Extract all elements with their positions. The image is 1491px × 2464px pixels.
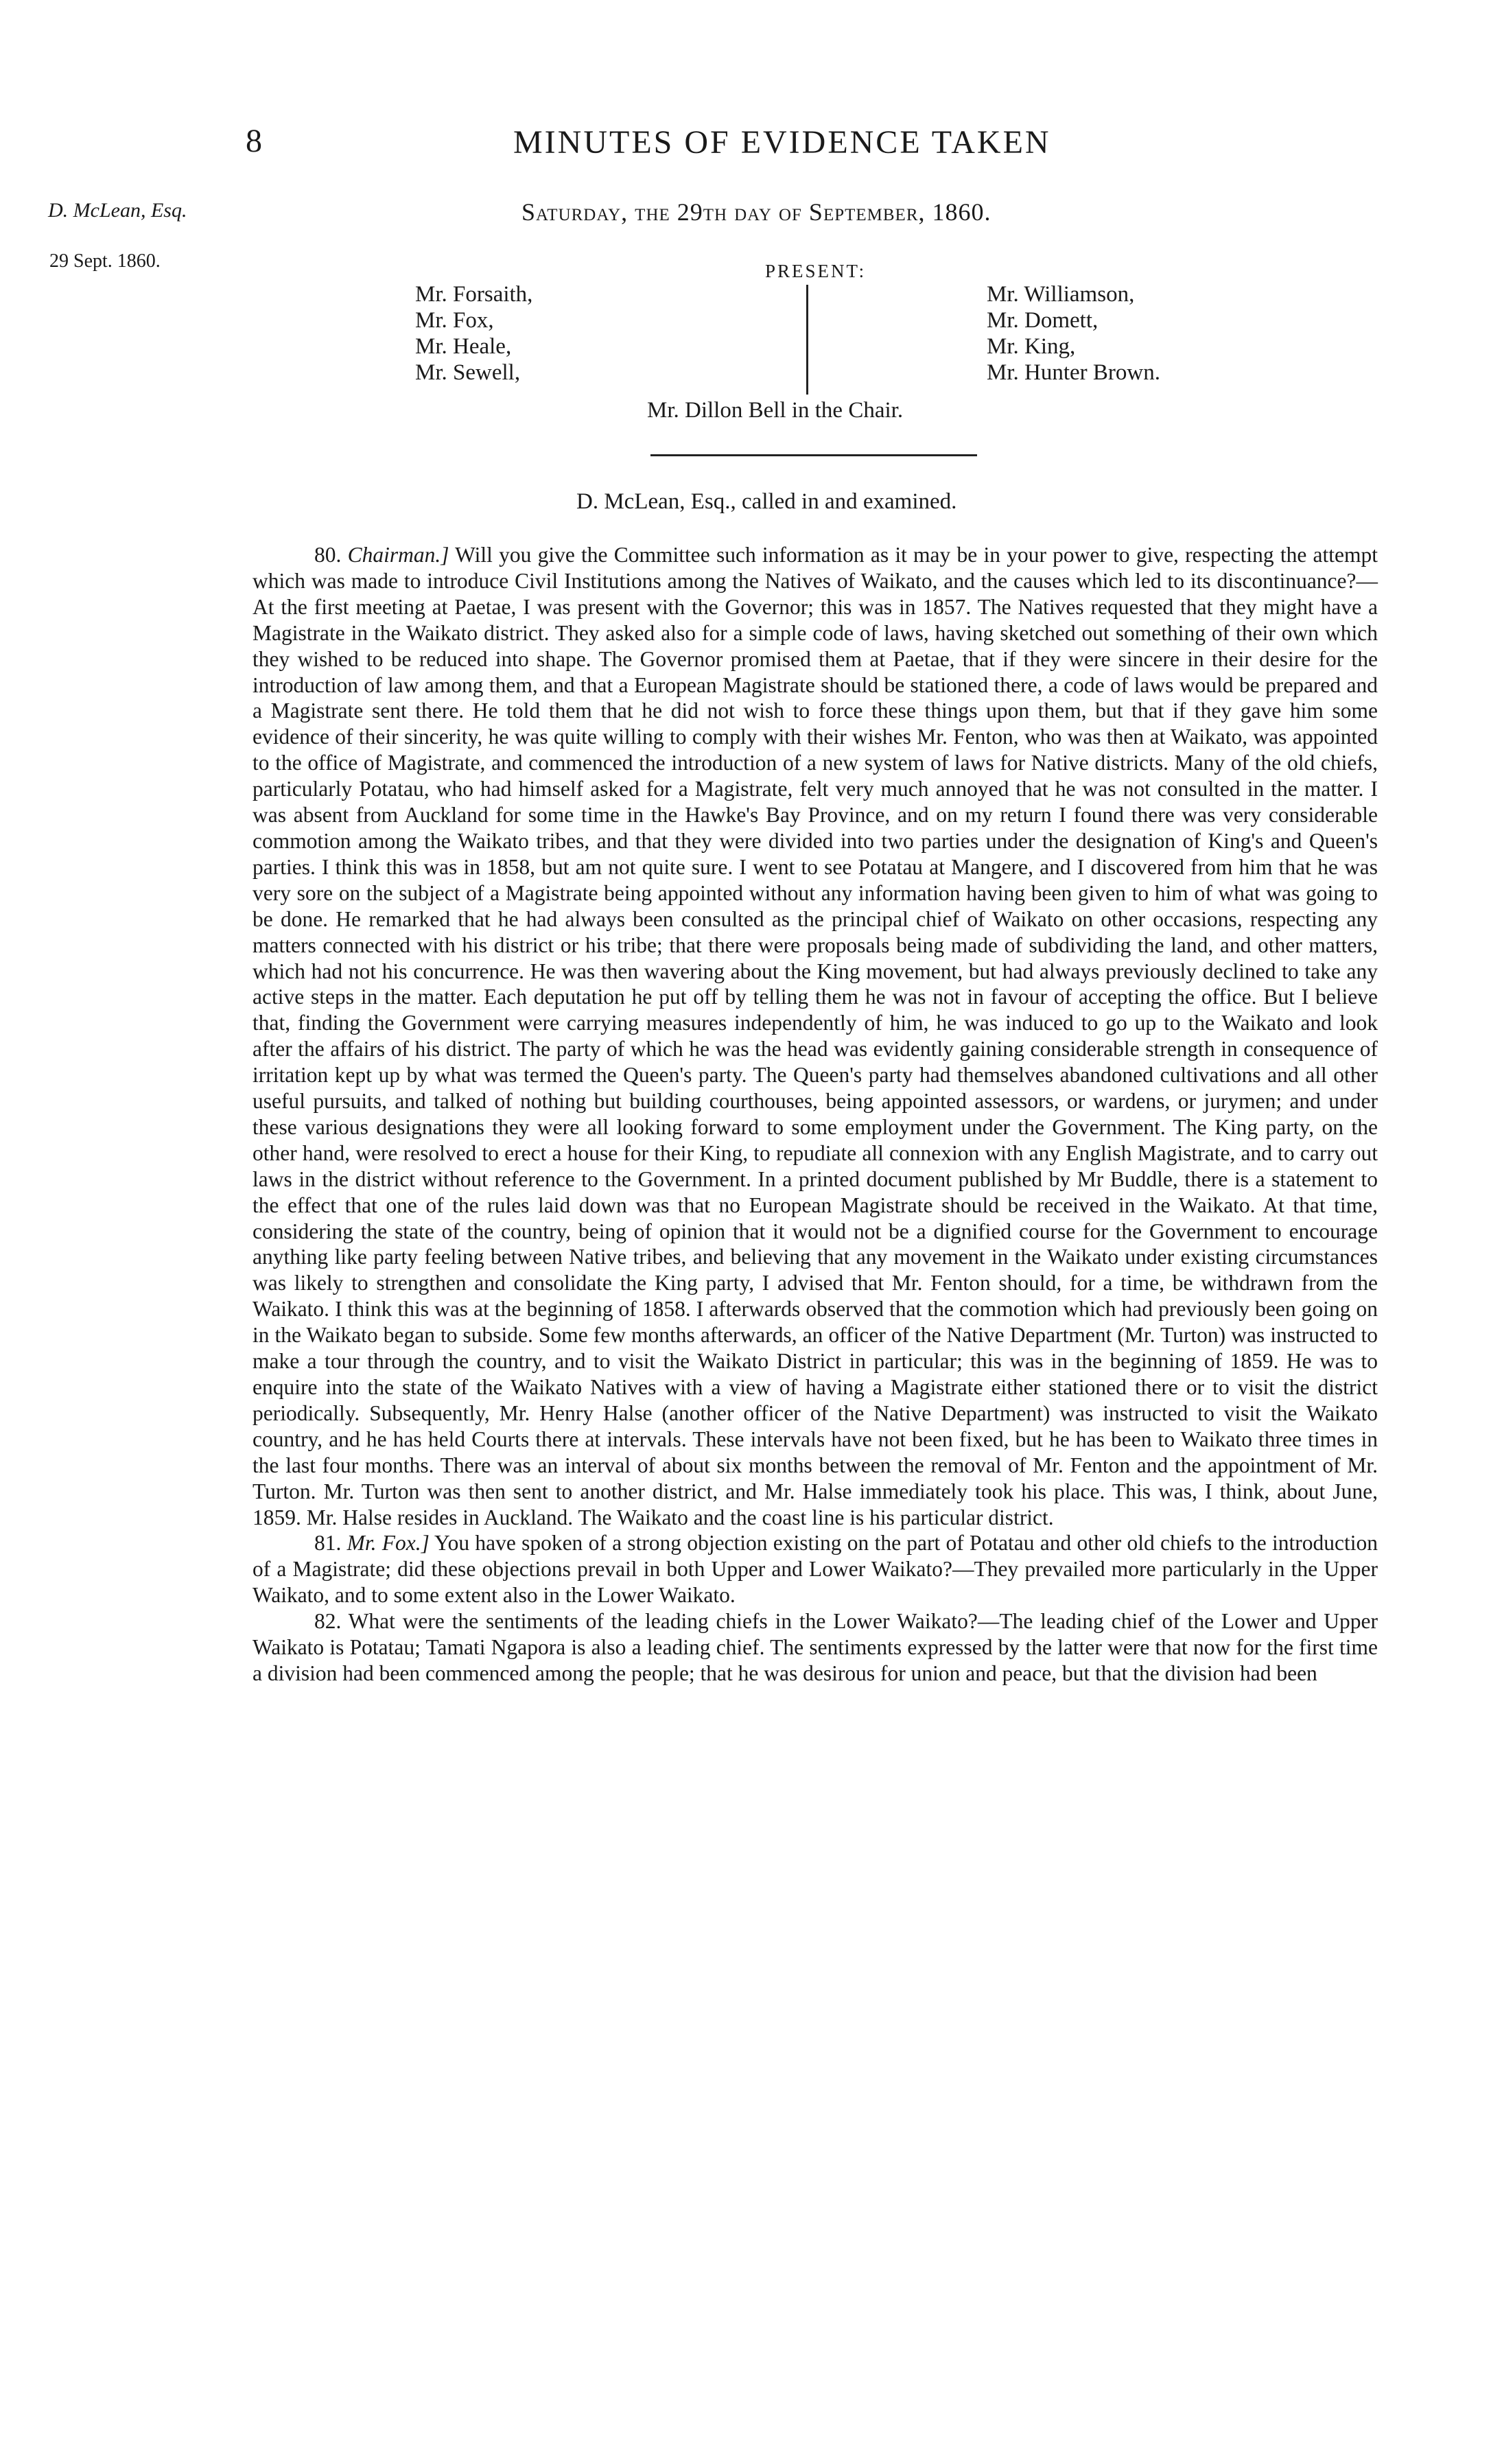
member-name: Mr. Williamson, (987, 282, 1135, 307)
member-name: Mr. Sewell, (415, 360, 521, 385)
member-name: Mr. Fox, (415, 308, 494, 333)
margin-witness-name: D. McLean, Esq. (48, 199, 187, 222)
member-name: Mr. Heale, (415, 334, 512, 359)
page-number: 8 (246, 123, 262, 159)
present-label: PRESENT: (765, 261, 867, 281)
margin-date: 29 Sept. 1860. (49, 250, 161, 272)
page-title: MINUTES OF EVIDENCE TAKEN (513, 124, 1051, 161)
evidence-paragraph-80 (253, 542, 1378, 1530)
members-left-column (415, 281, 532, 386)
members-divider (806, 285, 808, 395)
evidence-paragraph-81 (253, 1530, 1378, 1608)
member-name: Mr. Hunter Brown. (987, 360, 1160, 385)
section-rule (650, 454, 977, 456)
evidence-paragraph-82 (253, 1608, 1378, 1687)
session-date: Saturday, the 29th day of September, 1860. (521, 198, 991, 226)
question-number: 82. (314, 1609, 342, 1634)
question-number: 80. (314, 543, 342, 567)
member-name: Mr. Forsaith, (415, 282, 533, 307)
speaker-label: Mr. Fox.] (347, 1531, 430, 1556)
speaker-label: Chairman.] (347, 543, 449, 567)
member-name: Mr. King, (987, 334, 1076, 359)
members-right-column (987, 281, 1160, 386)
evidence-text: You have spoken of a strong objection existing on the part of Potatau and other old chiefs to the introduction of a Magistrate; did these objections prevail in both Upper and Lower Waikato?—They prevailed more particularly in the Upper Waikato, and to some extent also in the Lower Waikato. (253, 1531, 1378, 1608)
evidence-body (253, 542, 1378, 1687)
evidence-text: Will you give the Committee such information as it may be in your power to give, respecting the attempt which was made to introduce Civil Institutions among the Natives of Waikato, and the causes which led to its discontinuance?—At the first meeting at Paetae, I was present with the Governor; this was in 1857. The Natives requested that they might have a Magistrate in the Waikato district. They asked also for a simple code of laws, having sketched out something of their own which they wished to be reduced into shape. The Governor promised them at Paetae, that if they were sincere in their desire for the introduction of law among them, and that a European Magistrate should be stationed there, a code of laws would be prepared and a Magistrate sent there. He told them that he did not wish to force these things upon them, but that if they gave him some evidence of their sincerity, he was quite willing to comply with their wishes Mr. Fenton, who was then at Waikato, was appointed to the office of Magistrate, and commenced the introduction of a new system of laws for Native districts. Many of the old chiefs, particularly Potatau, who had himself asked for a Magistrate, felt very much annoyed that he was not consulted in the matter. I was absent from Auckland for some time in the Hawke's Bay Province, and on my return I found there was very considerable commotion among the Waikato tribes, and that they were divided into two parties under the designation of King's and Queen's parties. I think this was in 1858, but am not quite sure. I went to see Potatau at Mangere, and I discovered from him that he was very sore on the subject of a Magistrate being appointed without any information having been given to him of what was going to be done. He remarked that he had always been consulted as the principal chief of Waikato on other occasions, respecting any matters connected with his district or his tribe; that there were proposals being made of subdividing the land, and other matters, which had not his concurrence. He was then wavering about the King movement, but had always previously declined to take any active steps in the matter. Each deputation he put off by telling them he was not in favour of accepting the office. But I believe that, finding the Government were carrying measures independently of him, he was induced to go up to the Waikato and look after the affairs of his district. The party of which he was the head was evidently gaining considerable strength in consequence of irritation kept up by what was termed the Queen's party. The Queen's party had themselves abandoned cultivations and all other useful pursuits, and talked of nothing but building courthouses, being appointed assessors, or wardens, or jurymen; and under these various designations they were all looking forward to some employment under the Government. The King party, on the other hand, were resolved to erect a house for their King, to repudiate all connexion with any English Magistrate, and to carry out laws in the district without reference to the Government. In a printed document published by Mr Buddle, there is a statement to the effect that one of the rules laid down was that no European Magistrate should be received in the Waikato. At that time, considering the state of the country, being of opinion that it would not be a dignified course for the Government to encourage anything like party feeling between Native tribes, and believing that any movement in the Waikato under existing circumstances was likely to strengthen and consolidate the King party, I advised that Mr. Fenton should, for a time, be withdrawn from the Waikato. I think this was at the beginning of 1858. I afterwards observed that the commotion which had previously been going on in the Waikato began to subside. Some few months afterwards, an officer of the Native Department (Mr. Turton) was instructed to make a tour through the country, and to visit the Waikato District in particular; this was in the beginning of 1859. He was to enquire into the state of the Waikato Natives with a view of having a Magistrate either stationed there or to visit the district periodically. Subsequently, Mr. Henry Halse (another officer of the Native Department) was instructed to visit the Waikato country, and he has held Courts there at intervals. These intervals have not been fixed, but he has been to Waikato three times in the last four months. There was an interval of about six months between the removal of Mr. Fenton and the appointment of Mr. Turton. Mr. Turton was then sent to another district, and Mr. Halse immediately took his place. This was, I think, about June, 1859. Mr. Halse resides in Auckland. The Waikato and the coast line is his particular district. (253, 543, 1378, 1529)
chair-line: Mr. Dillon Bell in the Chair. (647, 398, 904, 423)
question-number: 81. (314, 1531, 342, 1556)
evidence-text: What were the sentiments of the leading chiefs in the Lower Waikato?—The leading chief of the Lower and Upper Waikato is Potatau; Tamati Ngapora is also a leading chief. The sentiments expressed by the latter were that now for the first time a division had been commenced among the people; that he was desirous for union and peace, but that the division had been (253, 1609, 1378, 1685)
witness-called-line: D. McLean, Esq., called in and examined. (576, 489, 957, 514)
member-name: Mr. Domett, (987, 308, 1099, 333)
